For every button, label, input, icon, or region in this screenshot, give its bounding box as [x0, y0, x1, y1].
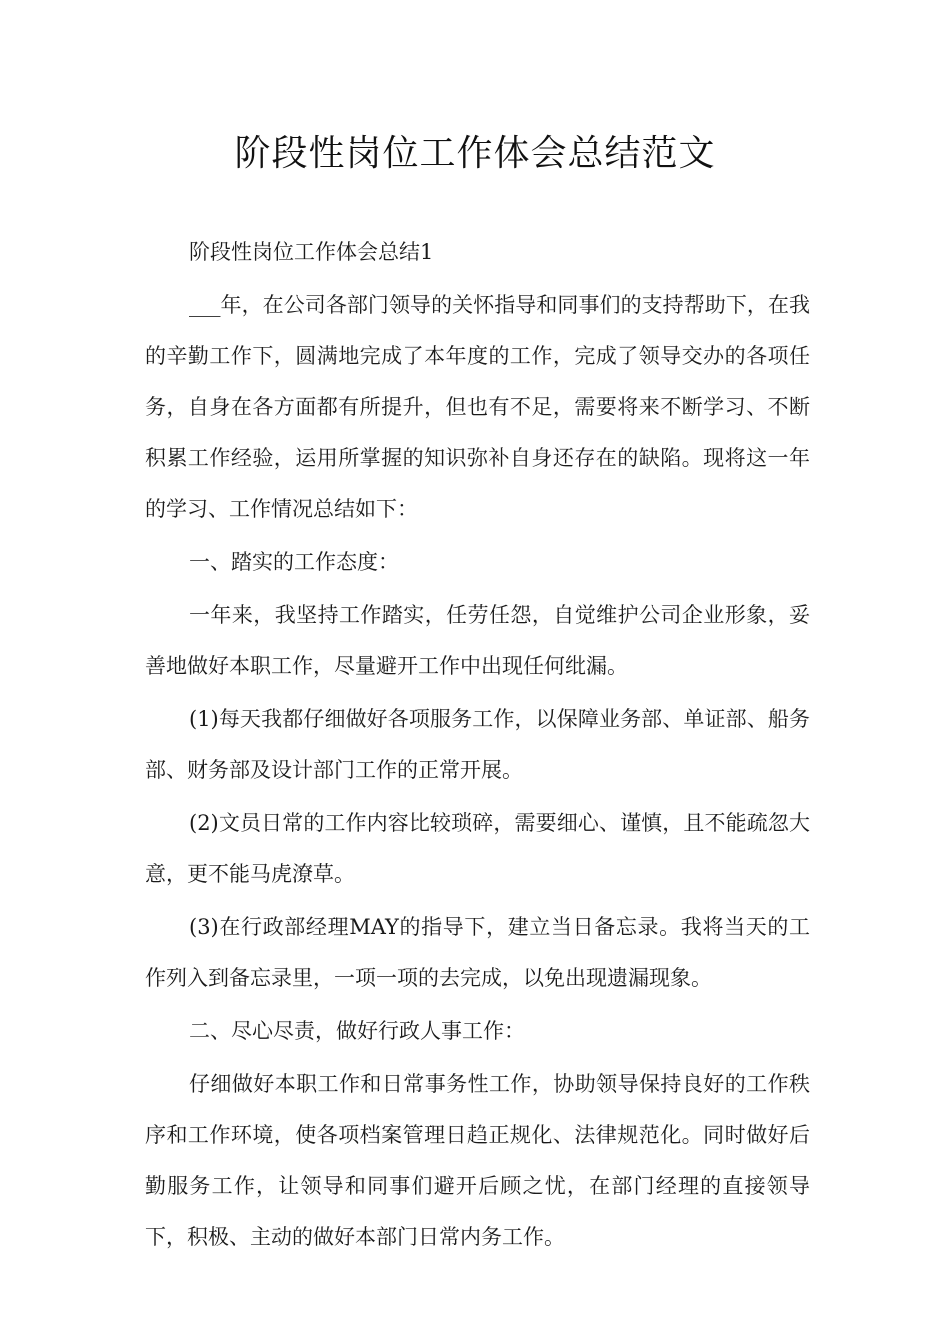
- list-item: (3)在行政部经理MAY的指导下，建立当日备忘录。我将当天的工作列入到备忘录里，一项一项的去完成，以免出现遗漏现象。: [145, 915, 810, 990]
- body-paragraph: 仔细做好本职工作和日常事务性工作，协助领导保持良好的工作秩序和工作环境，使各项档案管理日趋正规化、法律规范化。同时做好后勤服务工作，让领导和同事们避开后顾之忧，在部门经理的直接领导下，积极、主动的做好本部门日常内务工作。: [145, 1072, 810, 1249]
- body-paragraph: ___年，在公司各部门领导的关怀指导和同事们的支持帮助下，在我的辛勤工作下，圆满地完成了本年度的工作，完成了领导交办的各项任务，自身在各方面都有所提升，但也有不足，需要将来不断学习、不断积累工作经验，运用所掌握的知识弥补自身还存在的缺陷。现将这一年的学习、工作情况总结如下：: [145, 293, 810, 521]
- list-item: (2)文员日常的工作内容比较琐碎，需要细心、谨慎，且不能疏忽大意，更不能马虎潦草。: [145, 811, 810, 886]
- list-item: (1)每天我都仔细做好各项服务工作，以保障业务部、单证部、船务部、财务部及设计部门工作的正常开展。: [145, 707, 810, 782]
- section-heading: 阶段性岗位工作体会总结1: [189, 240, 434, 264]
- body-paragraph: 一年来，我坚持工作踏实，任劳任怨，自觉维护公司企业形象，妥善地做好本职工作，尽量避开工作中出现任何纰漏。: [145, 603, 810, 678]
- document-body: [145, 227, 810, 1263]
- section-heading: 一、踏实的工作态度：: [189, 550, 399, 574]
- document-title: 阶段性岗位工作体会总结范文: [234, 133, 716, 174]
- section-heading: 二、尽心尽责，做好行政人事工作：: [189, 1019, 525, 1043]
